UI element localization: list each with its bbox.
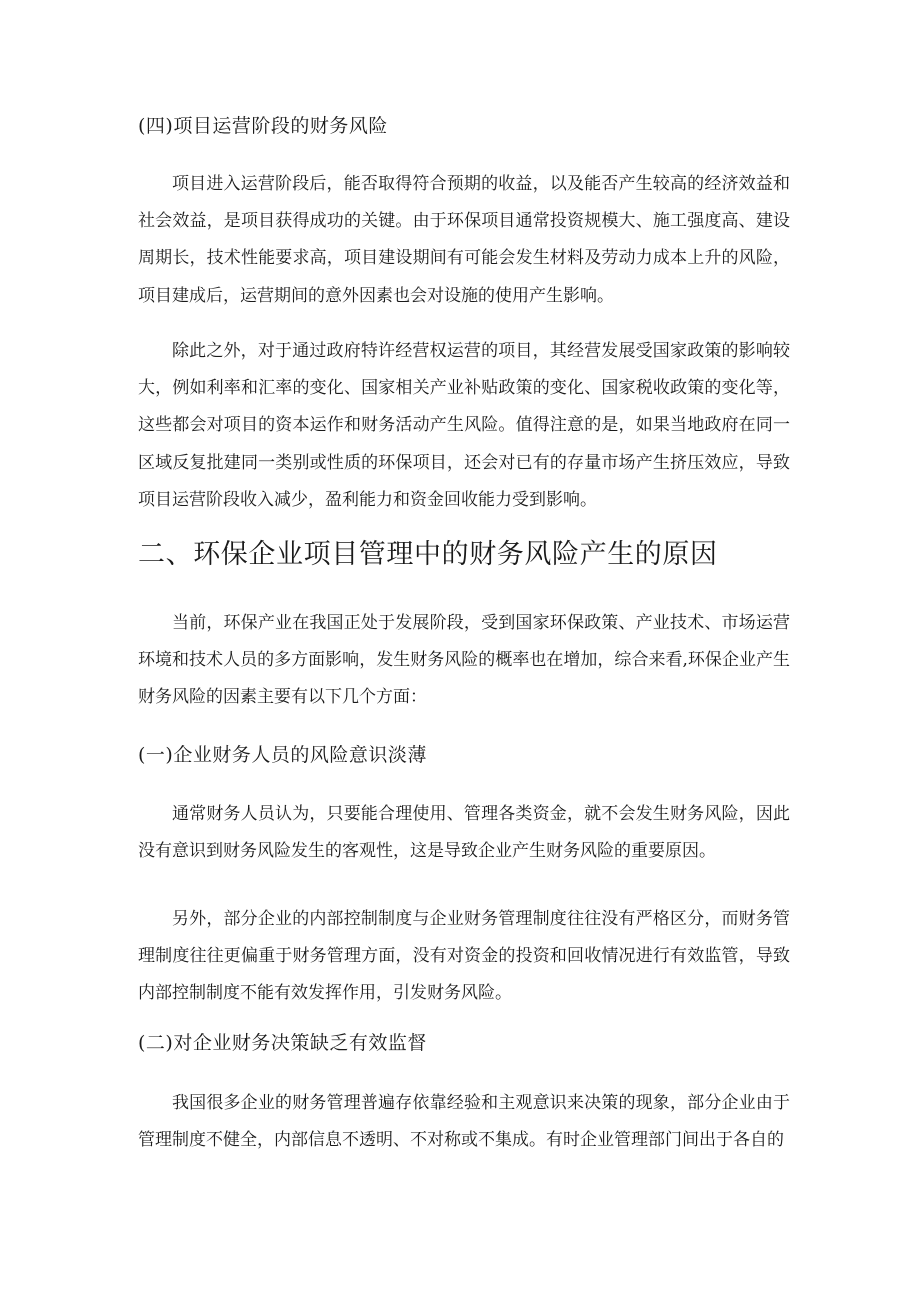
subsection-1-paragraph-1: 通常财务人员认为，只要能合理使用、管理各类资金，就不会发生财务风险，因此没有意识到财务风险发生的客观性，这是导致企业产生财务风险的重要原因。 [138, 804, 790, 862]
section-4-paragraph-2: 除此之外，对于通过政府特许经营权运营的项目，其经营发展受国家政策的影响较大，例如利率和汇率的变化、国家相关产业补贴政策的变化、国家税收政策的变化等，这些都会对项目的资本运作和财务活动产生风险。值得注意的是，如果当地政府在同一区域反复批建同一类别或性质的环保项目，还会对已有的存量市场产生挤压效应，导致项目运营阶段收入减少，盈利能力和资金回收能力受到影响。 [138, 341, 790, 510]
subsection-2-heading: (二)对企业财务决策缺乏有效监督 [138, 1032, 427, 1054]
section-4-heading: (四)项目运营阶段的财务风险 [138, 115, 388, 137]
subsection-2-paragraph-1: 我国很多企业的财务管理普遍存依靠经验和主观意识来决策的现象，部分企业由于管理制度不健全，内部信息不透明、不对称或不集成。有时企业管理部门间出于各自的 [138, 1093, 790, 1151]
subsection-1-paragraph-2: 另外，部分企业的内部控制制度与企业财务管理制度往往没有严格区分，而财务管理制度往往更偏重于财务管理方面，没有对资金的投资和回收情况进行有效监管，导致内部控制制度不能有效发挥作用，引发财务风险。 [138, 909, 790, 1004]
chapter-2-intro-paragraph: 当前，环保产业在我国正处于发展阶段，受到国家环保政策、产业技术、市场运营环境和技术人员的多方面影响，发生财务风险的概率也在增加，综合来看,环保企业产生财务风险的因素主要有以下几个方面： [138, 613, 790, 708]
subsection-1-heading: (一)企业财务人员的风险意识淡薄 [138, 744, 427, 766]
chapter-2-heading: 二、环保企业项目管理中的财务风险产生的原因 [138, 539, 718, 570]
section-4-paragraph-1: 项目进入运营阶段后，能否取得符合预期的收益，以及能否产生较高的经济效益和社会效益，是项目获得成功的关键。由于环保项目通常投资规模大、施工强度高、建设周期长，技术性能要求高，项目建设期间有可能会发生材料及劳动力成本上升的风险，项目建成后，运营期间的意外因素也会对设施的使用产生影响。 [138, 174, 790, 306]
